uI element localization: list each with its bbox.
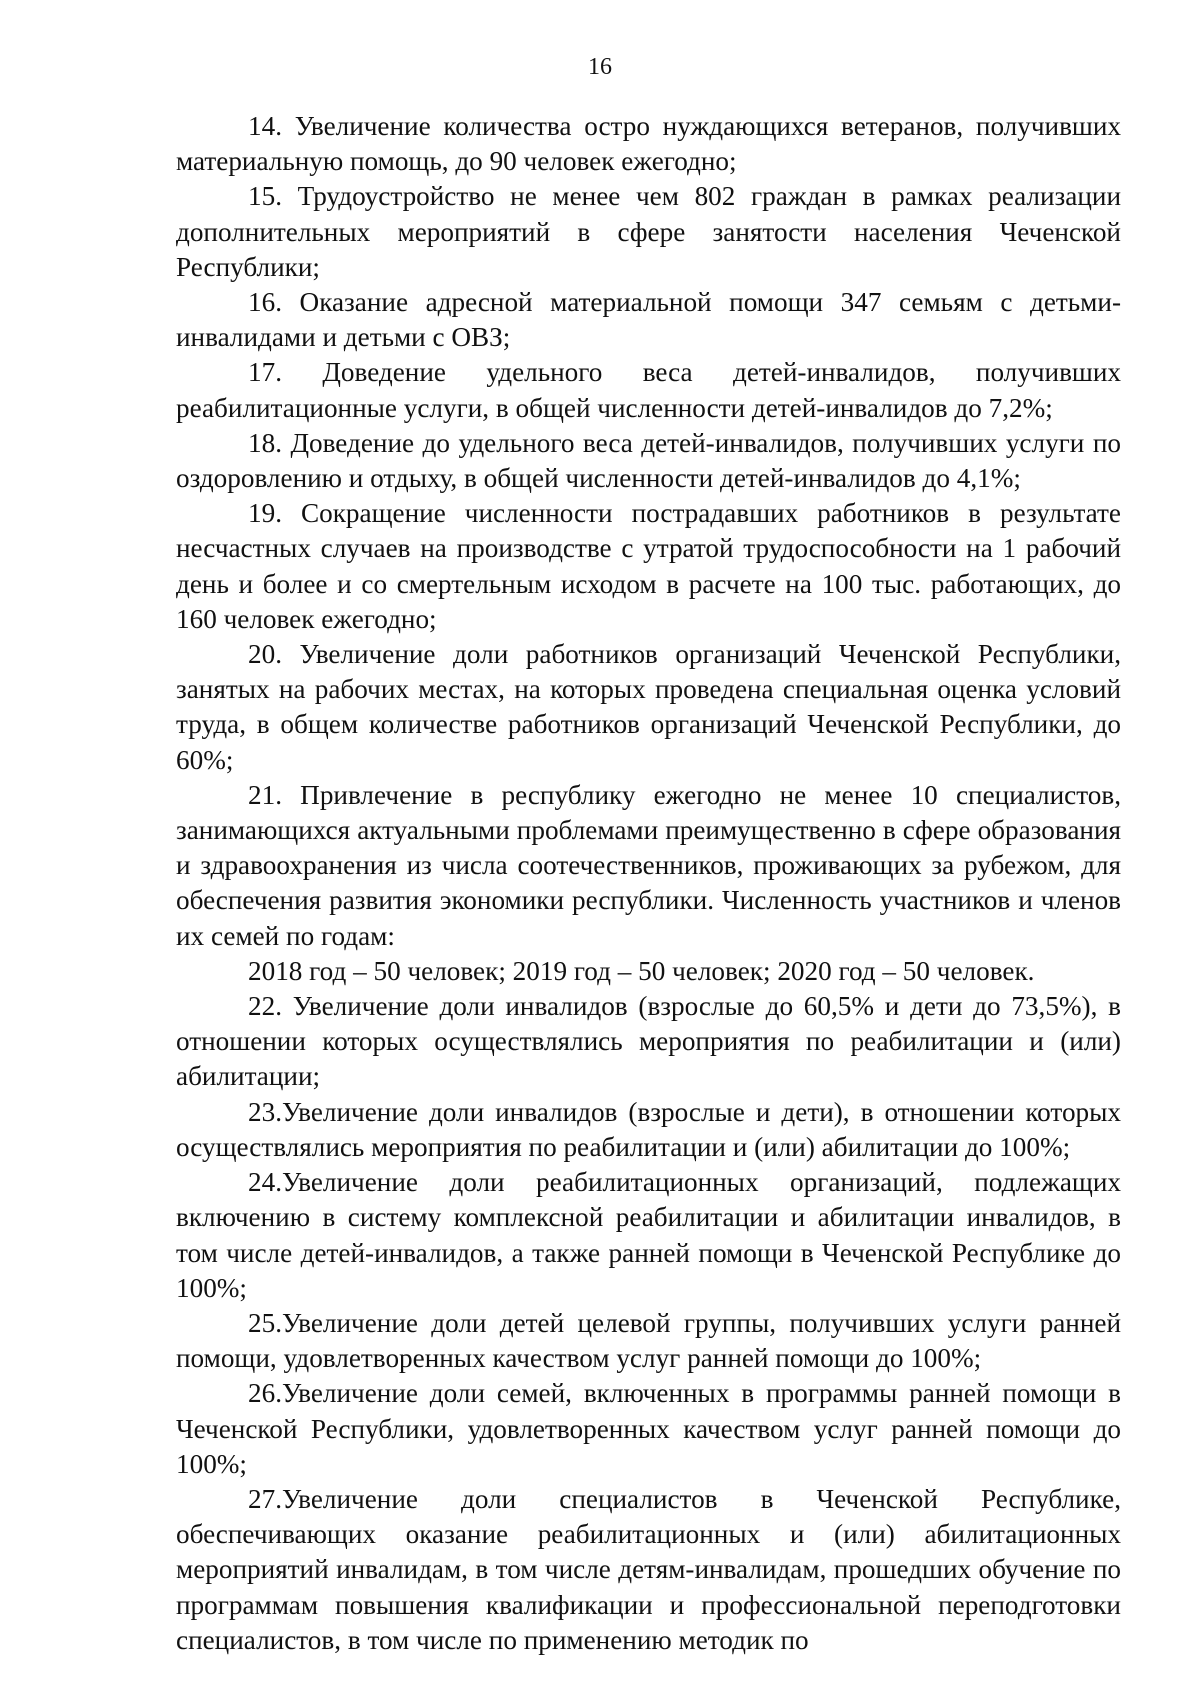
- paragraph-27: 27.Увеличение доли специалистов в Чеченской Республике, обеспечивающих оказание реабилитационных и (или) абилитационных мероприятий инвалидам, в том числе детям-инвалидам, прошедших обучение по программам повышения квалификации и профессиональной переподготовки специалистов, в том числе по применению методик по: [176, 1483, 1121, 1655]
- paragraph-16: 16. Оказание адресной материальной помощи 347 семьям с детьми-инвалидами и детьми с ОВЗ;: [176, 287, 1121, 353]
- paragraph-21: 21. Привлечение в республику ежегодно не менее 10 специалистов, занимающихся актуальными проблемами преимущественно в сфере образования и здравоохранения из числа соотечественников, проживающих за рубежом, для обеспечения развития экономики республики. Численность участников и членов их семей по годам:: [176, 779, 1121, 951]
- paragraph-19: 19. Сокращение численности пострадавших работников в результате несчастных случаев на производстве с утратой трудоспособности на 1 рабочий день и более и со смертельным исходом в расчете на 100 тыс. работающих, до 160 человек ежегодно;: [176, 498, 1121, 634]
- paragraph-24: 24.Увеличение доли реабилитационных организаций, подлежащих включению в систему комплексной реабилитации и абилитации инвалидов, в том числе детей-инвалидов, а также ранней помощи в Чеченской Республике до 100%;: [176, 1167, 1121, 1303]
- paragraph-15: 15. Трудоустройство не менее чем 802 граждан в рамках реализации дополнительных мероприятий в сфере занятости населения Чеченской Республики;: [176, 181, 1121, 282]
- page-number: 16: [588, 54, 612, 80]
- document-body: [176, 109, 1121, 1658]
- paragraph-20: 20. Увеличение доли работников организаций Чеченской Республики, занятых на рабочих местах, на которых проведена специальная оценка условий труда, в общем количестве работников организаций Чеченской Республики, до 60%;: [176, 639, 1121, 775]
- paragraph-18: 18. Доведение до удельного веса детей-инвалидов, получивших услуги по оздоровлению и отдыху, в общей численности детей-инвалидов до 4,1%;: [176, 427, 1121, 494]
- paragraph-25: 25.Увеличение доли детей целевой группы, получивших услуги ранней помощи, удовлетворенных качеством услуг ранней помощи до 100%;: [176, 1307, 1121, 1374]
- paragraph-26: 26.Увеличение доли семей, включенных в программы ранней помощи в Чеченской Республики, удовлетворенных качеством услуг ранней помощи до 100%;: [176, 1378, 1121, 1479]
- paragraph-14: 14. Увеличение количества остро нуждающихся ветеранов, получивших материальную помощь, до 90 человек ежегодно;: [176, 111, 1121, 177]
- paragraph-22: 22. Увеличение доли инвалидов (взрослые до 60,5% и дети до 73,5%), в отношении которых осуществлялись мероприятия по реабилитации и (или) абилитации;: [176, 991, 1121, 1092]
- paragraph-17: 17. Доведение удельного веса детей-инвалидов, получивших реабилитационные услуги, в общей численности детей-инвалидов до 7,2%;: [176, 357, 1121, 423]
- paragraph-21-years: 2018 год – 50 человек; 2019 год – 50 человек; 2020 год – 50 человек.: [248, 955, 1035, 986]
- paragraph-23: 23.Увеличение доли инвалидов (взрослые и дети), в отношении которых осуществлялись мероприятия по реабилитации и (или) абилитации до 100%;: [176, 1096, 1121, 1162]
